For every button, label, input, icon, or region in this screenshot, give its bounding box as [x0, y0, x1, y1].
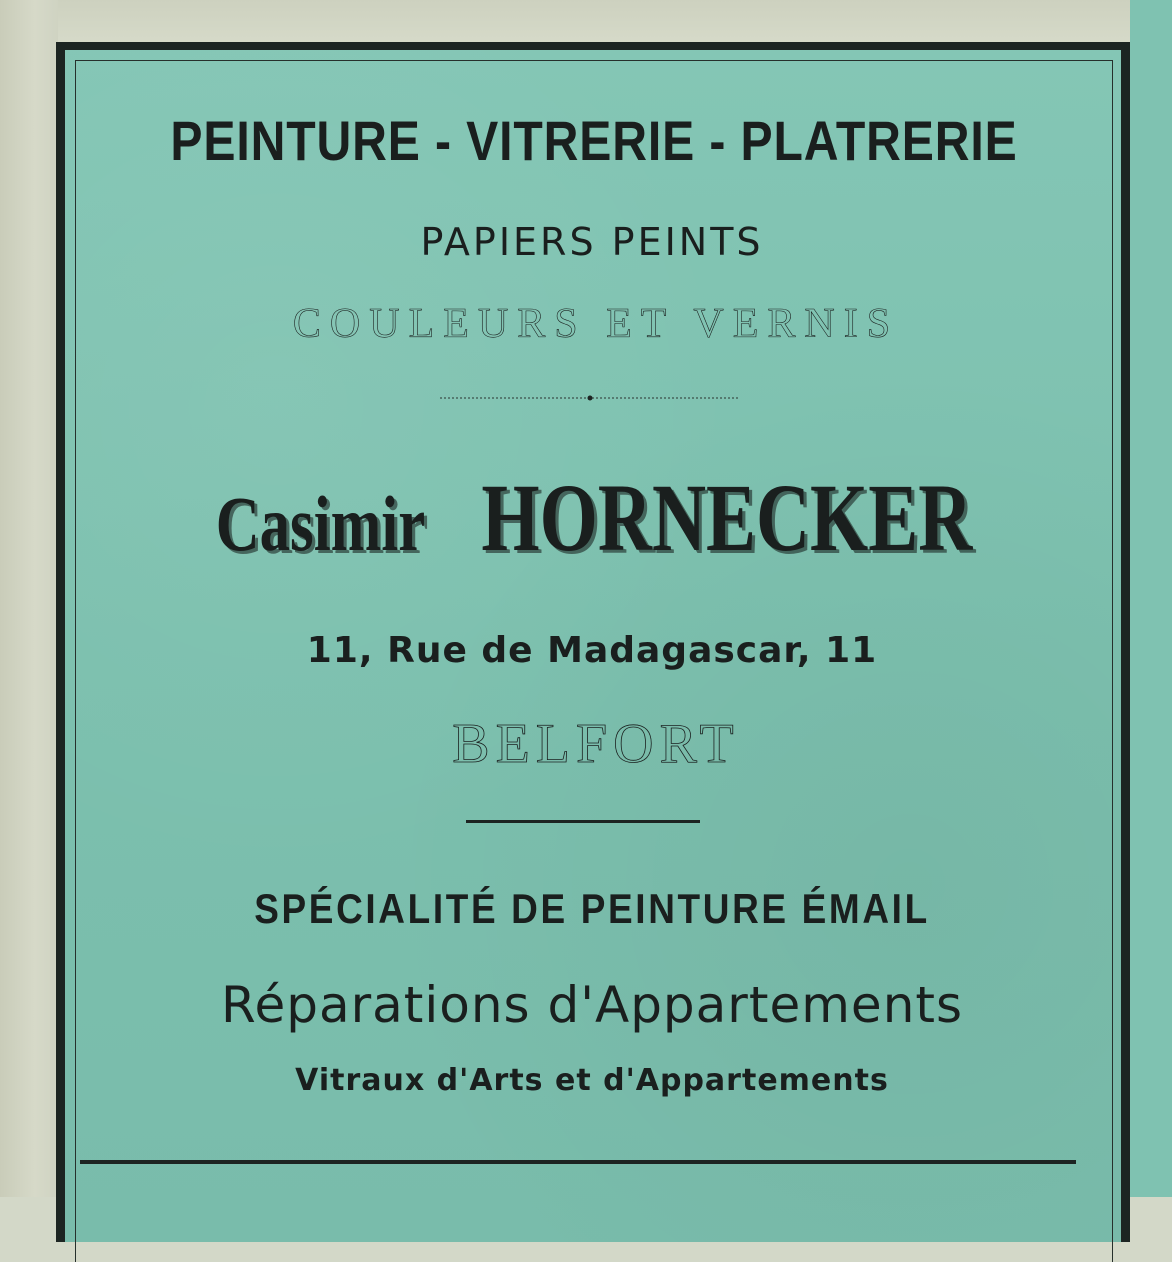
repairs-line: Réparations d'Appartements — [220, 976, 964, 1034]
papiers-line: PAPIERS PEINTS — [420, 220, 764, 264]
owner-last-name: HORNECKER — [481, 464, 973, 571]
owner-first-name: Casimir — [215, 480, 426, 567]
paper-background-top — [0, 0, 1172, 44]
specialty-line: SPÉCIALITÉ DE PEINTURE ÉMAIL — [254, 885, 930, 932]
address-line: 11, Rue de Madagascar, 11 — [306, 630, 878, 671]
couleurs-line: COULEURS ET VERNIS — [292, 301, 900, 347]
vitraux-line: Vitraux d'Arts et d'Appartements — [295, 1063, 889, 1098]
bottom-divider-rule — [80, 1160, 1076, 1164]
owner-spacer — [444, 464, 463, 571]
city-line: BELFORT — [452, 713, 740, 775]
trades-heading: PEINTURE - VITRERIE - PLATRERIE — [170, 109, 1018, 172]
ornament-divider — [440, 395, 740, 401]
owner-name — [137, 462, 1051, 573]
short-divider-rule — [466, 820, 700, 823]
